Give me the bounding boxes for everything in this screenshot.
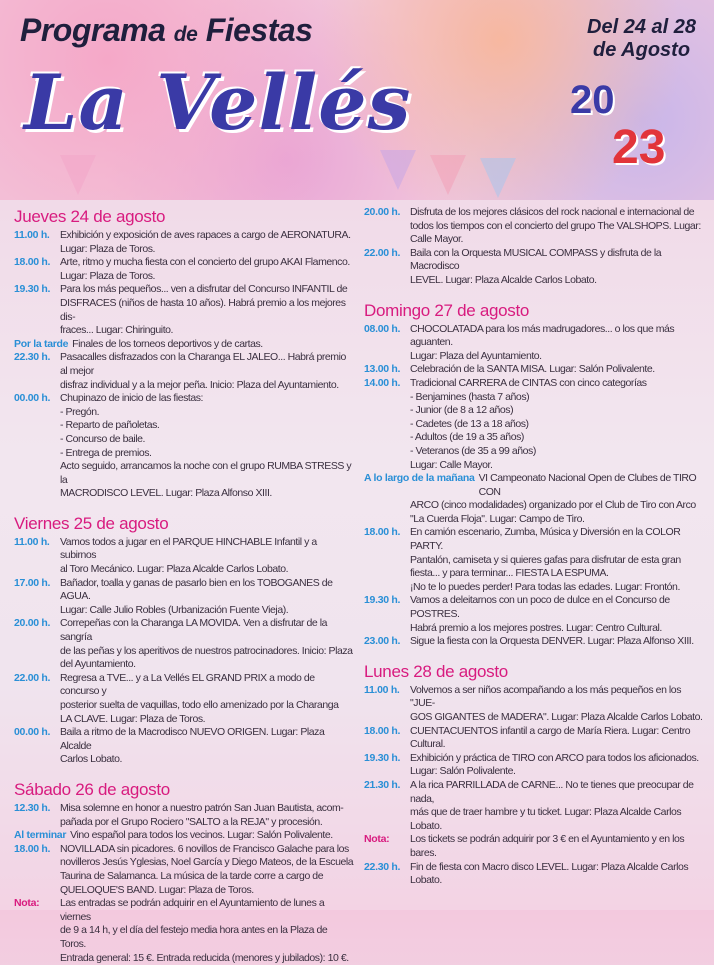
event-time: 13.00 h.: [364, 363, 410, 377]
day-heading: Domingo 27 de agosto: [364, 300, 704, 321]
event-description: [410, 323, 704, 364]
event-line: Arte, ritmo y mucha fiesta con el concierto del grupo AKAI Flamenco.: [60, 256, 354, 270]
section-gap: [14, 501, 354, 513]
schedule-event: [14, 577, 354, 618]
bunting-flag: [60, 155, 96, 195]
schedule-event: [14, 726, 354, 767]
event-description: [60, 802, 354, 829]
event-line: - Entrega de premios.: [60, 447, 354, 461]
event-line: Lugar: Plaza de Toros.: [60, 270, 354, 284]
schedule-event: [364, 779, 704, 833]
event-time: 11.00 h.: [14, 536, 60, 577]
schedule-event: [364, 635, 704, 649]
event-line: Sigue la fiesta con la Orquesta DENVER. Lugar: Plaza Alfonso XIII.: [410, 635, 704, 649]
schedule-event: [364, 206, 704, 247]
event-description: [410, 635, 704, 649]
event-line: Lugar: Calle Mayor.: [410, 459, 704, 473]
event-description: [60, 536, 354, 577]
event-line: de las peñas y los aperitivos de nuestros patrocinadores. Inicio: Plaza: [60, 645, 354, 659]
event-time: 18.00 h.: [14, 256, 60, 283]
event-line: del Ayuntamiento.: [60, 658, 354, 672]
event-line: Finales de los torneos deportivos y de cartas.: [72, 338, 354, 352]
schedule-event: [14, 256, 354, 283]
event-time: Por la tarde: [14, 338, 68, 352]
event-description: [410, 752, 704, 779]
event-time: Al terminar: [14, 829, 66, 843]
event-description: [60, 392, 354, 501]
event-time: 14.00 h.: [364, 377, 410, 472]
event-time: 18.00 h.: [364, 725, 410, 752]
section-gap: [364, 288, 704, 300]
event-line: Pasacalles disfrazados con la Charanga EL JALEO... Habrá premio al mejor: [60, 351, 354, 378]
festival-dates: [587, 16, 696, 62]
event-line: Chupinazo de inicio de las fiestas:: [60, 392, 354, 406]
event-description: [60, 897, 354, 965]
event-line: - Pregón.: [60, 406, 354, 420]
event-line: NOVILLADA sin picadores. 6 novillos de Francisco Galache para los: [60, 843, 354, 857]
title-word: de: [174, 23, 198, 46]
event-description: [410, 684, 704, 725]
event-description: [410, 247, 704, 288]
event-line: Tradicional CARRERA de CINTAS con cinco categorías: [410, 377, 704, 391]
event-time: 12.30 h.: [14, 802, 60, 829]
event-time: 22.30 h.: [364, 861, 410, 888]
event-time: Nota:: [14, 897, 60, 965]
event-line: - Reparto de pañoletas.: [60, 419, 354, 433]
event-time: 18.00 h.: [364, 526, 410, 594]
event-line: Exhibición y práctica de TIRO con ARCO para todos los aficionados.: [410, 752, 704, 766]
event-line: DISFRACES (niños de hasta 10 años). Habrá premio a los mejores dis-: [60, 297, 354, 324]
event-time: 19.30 h.: [364, 752, 410, 779]
section-gap: [364, 649, 704, 661]
event-time: 08.00 h.: [364, 323, 410, 364]
event-description: [410, 861, 704, 888]
event-description: [60, 283, 354, 337]
bunting-flag: [430, 155, 466, 195]
event-line: al Toro Mecánico. Lugar: Plaza Alcalde Carlos Lobato.: [60, 563, 354, 577]
event-time: A lo largo de la mañana: [364, 472, 475, 499]
event-line: Entrada general: 15 €. Entrada reducida (menores y jubilados): 10 €.: [60, 952, 354, 965]
dates-line: Del 24 al 28: [587, 16, 696, 39]
event-description: [410, 363, 704, 377]
event-description: [60, 229, 354, 256]
event-line: GOS GIGANTES de MADERA". Lugar: Plaza Alcalde Carlos Lobato.: [410, 711, 704, 725]
event-line: novilleros Jesús Yglesias, Noel García y Diego Mateos, de la Escuela: [60, 856, 354, 870]
event-line: Carlos Lobato.: [60, 753, 354, 767]
event-description: [60, 577, 354, 618]
event-time: 18.00 h.: [14, 843, 60, 897]
schedule-event: [364, 725, 704, 752]
event-line: Para los más pequeños... ven a disfrutar del Concurso INFANTIL de: [60, 283, 354, 297]
schedule-event: [14, 829, 354, 843]
event-line: todos los tiempos con el concierto del grupo The VALSHOPS. Lugar:: [410, 220, 704, 234]
event-line: Habrá premio a los mejores postres. Lugar: Centro Cultural.: [410, 622, 704, 636]
section-gap: [14, 767, 354, 779]
event-description: [410, 779, 704, 833]
schedule-event: [364, 594, 704, 635]
event-description: [72, 338, 354, 352]
event-line: - Veteranos (de 35 a 99 años): [410, 445, 704, 459]
event-line: Taurina de Salamanca. La música de la tarde corre a cargo de: [60, 870, 354, 884]
schedule-left-column: [14, 206, 354, 965]
event-time: 19.30 h.: [14, 283, 60, 337]
schedule-event: [14, 617, 354, 671]
event-line: LA CLAVE. Lugar: Plaza de Toros.: [60, 713, 354, 727]
event-line: CUENTACUENTOS infantil a cargo de María Riera. Lugar: Centro Cultural.: [410, 725, 704, 752]
event-line: Fin de fiesta con Macro disco LEVEL. Lugar: Plaza Alcalde Carlos Lobato.: [410, 861, 704, 888]
event-line: LEVEL. Lugar: Plaza Alcalde Carlos Lobato.: [410, 274, 704, 288]
day-heading: Viernes 25 de agosto: [14, 513, 354, 534]
event-description: [410, 499, 704, 526]
event-line: Lugar: Salón Polivalente.: [410, 765, 704, 779]
event-description: [410, 526, 704, 594]
event-line: Acto seguido, arrancamos la noche con el grupo RUMBA STRESS y la: [60, 460, 354, 487]
event-line: Correpeñas con la Charanga LA MOVIDA. Ven a disfrutar de la sangría: [60, 617, 354, 644]
schedule-event: [364, 526, 704, 594]
event-description: [70, 829, 354, 843]
event-line: En camión escenario, Zumba, Música y Diversión en la COLOR PARTY.: [410, 526, 704, 553]
event-line: Bañador, toalla y ganas de pasarlo bien en los TOBOGANES de AGUA.: [60, 577, 354, 604]
event-line: disfraz individual y a la mejor peña. Inicio: Plaza del Ayuntamiento.: [60, 379, 354, 393]
event-line: Vino español para todos los vecinos. Lugar: Salón Polivalente.: [70, 829, 354, 843]
schedule-event: [14, 283, 354, 337]
event-description: [479, 472, 704, 499]
event-description: [410, 206, 704, 247]
title-word: Programa: [20, 12, 165, 48]
dates-line: de Agosto: [587, 39, 696, 62]
event-time: 23.00 h.: [364, 635, 410, 649]
schedule-event: [364, 861, 704, 888]
event-line: fraces... Lugar: Chiringuito.: [60, 324, 354, 338]
event-time: Nota:: [364, 833, 410, 860]
day-heading: Lunes 28 de agosto: [364, 661, 704, 682]
event-line: Los tickets se podrán adquirir por 3 € en el Ayuntamiento y en los bares.: [410, 833, 704, 860]
event-line: pañada por el Grupo Rociero "SALTO a la REJA" y procesión.: [60, 816, 354, 830]
schedule-event: [14, 392, 354, 501]
schedule-event: [364, 363, 704, 377]
day-heading: Sábado 26 de agosto: [14, 779, 354, 800]
poster-header: [0, 0, 714, 200]
bunting-flag: [380, 150, 416, 190]
schedule-event: [364, 499, 704, 526]
event-line: ¡No te lo puedes perder! Para todas las edades. Lugar: Frontón.: [410, 581, 704, 595]
event-description: [60, 256, 354, 283]
event-line: VI Campeonato Nacional Open de Clubes de TIRO CON: [479, 472, 704, 499]
event-line: - Cadetes (de 13 a 18 años): [410, 418, 704, 432]
event-description: [410, 594, 704, 635]
schedule-event: [364, 684, 704, 725]
event-line: Vamos a deleitarnos con un poco de dulce en el Concurso de POSTRES.: [410, 594, 704, 621]
event-line: MACRODISCO LEVEL. Lugar: Plaza Alfonso XIII.: [60, 487, 354, 501]
event-line: Lugar: Plaza del Ayuntamiento.: [410, 350, 704, 364]
event-time: 20.00 h.: [364, 206, 410, 247]
event-line: Lugar: Plaza de Toros.: [60, 243, 354, 257]
schedule-right-column: [364, 206, 704, 888]
event-time: 22.00 h.: [364, 247, 410, 288]
event-line: más que de traer hambre y tu ticket. Lugar: Plaza Alcalde Carlos Lobato.: [410, 806, 704, 833]
event-time: 00.00 h.: [14, 726, 60, 767]
event-description: [410, 833, 704, 860]
event-line: Volvemos a ser niños acompañando a los más pequeños en los "JUE-: [410, 684, 704, 711]
event-time: 11.00 h.: [14, 229, 60, 256]
event-line: - Benjamines (hasta 7 años): [410, 391, 704, 405]
event-line: - Adultos (de 19 a 35 años): [410, 431, 704, 445]
event-time: 17.00 h.: [14, 577, 60, 618]
poster-title: [20, 12, 312, 49]
event-line: Misa solemne en honor a nuestro patrón San Juan Bautista, acom-: [60, 802, 354, 816]
event-line: Vamos todos a jugar en el PARQUE HINCHABLE Infantil y a subirnos: [60, 536, 354, 563]
town-name: La Vellés: [24, 58, 411, 148]
schedule-event: [364, 833, 704, 860]
event-line: CHOCOLATADA para los más madrugadores... o los que más aguanten.: [410, 323, 704, 350]
event-time: 22.30 h.: [14, 351, 60, 392]
schedule-event: [14, 843, 354, 897]
event-description: [410, 377, 704, 472]
event-description: [60, 351, 354, 392]
event-line: ARCO (cinco modalidades) organizado por el Club de Tiro con Arco: [410, 499, 704, 513]
event-time: 20.00 h.: [14, 617, 60, 671]
schedule-event: [364, 247, 704, 288]
event-line: Regresa a TVE... y a La Vellés EL GRAND PRIX a modo de concurso y: [60, 672, 354, 699]
bunting-flag: [480, 158, 516, 198]
schedule-event: [364, 752, 704, 779]
year-part-1: 20: [570, 78, 615, 122]
event-time: 21.30 h.: [364, 779, 410, 833]
event-line: Las entradas se podrán adquirir en el Ayuntamiento de lunes a viernes: [60, 897, 354, 924]
event-line: fiesta... y para terminar... FIESTA LA ESPUMA.: [410, 567, 704, 581]
schedule-event: [14, 351, 354, 392]
event-time: 19.30 h.: [364, 594, 410, 635]
schedule-event: [364, 377, 704, 472]
schedule-event: [364, 472, 704, 499]
event-description: [60, 672, 354, 726]
event-line: posterior suelta de vaquillas, todo ello amenizado por la Charanga: [60, 699, 354, 713]
event-line: A la rica PARRILLADA de CARNE... No te tienes que preocupar de nada,: [410, 779, 704, 806]
event-line: Disfruta de los mejores clásicos del rock nacional e internacional de: [410, 206, 704, 220]
year-part-2: 23: [612, 122, 665, 174]
event-line: Baila a ritmo de la Macrodisco NUEVO ORIGEN. Lugar: Plaza Alcalde: [60, 726, 354, 753]
event-line: "La Cuerda Floja". Lugar: Campo de Tiro.: [410, 513, 704, 527]
event-line: Exhibición y exposición de aves rapaces a cargo de AERONATURA.: [60, 229, 354, 243]
event-line: de 9 a 14 h, y el día del festejo media hora antes en la Plaza de Toros.: [60, 924, 354, 951]
event-description: [60, 843, 354, 897]
schedule-event: [14, 229, 354, 256]
event-description: [60, 617, 354, 671]
event-description: [60, 726, 354, 767]
title-word: Fiestas: [206, 12, 313, 48]
day-heading: Jueves 24 de agosto: [14, 206, 354, 227]
event-time: 11.00 h.: [364, 684, 410, 725]
event-line: - Junior (de 8 a 12 años): [410, 404, 704, 418]
event-line: Pantalón, camiseta y si quieres gafas para disfrutar de esta gran: [410, 554, 704, 568]
event-line: Lugar: Calle Julio Robles (Urbanización Fuente Vieja).: [60, 604, 354, 618]
schedule-event: [14, 897, 354, 965]
event-line: Baila con la Orquesta MUSICAL COMPASS y disfruta de la Macrodisco: [410, 247, 704, 274]
schedule-event: [14, 338, 354, 352]
event-line: - Concurso de baile.: [60, 433, 354, 447]
event-time: 22.00 h.: [14, 672, 60, 726]
schedule-event: [14, 802, 354, 829]
event-time: 00.00 h.: [14, 392, 60, 501]
schedule-event: [364, 323, 704, 364]
schedule-event: [14, 672, 354, 726]
event-line: Celebración de la SANTA MISA. Lugar: Salón Polivalente.: [410, 363, 704, 377]
schedule-event: [14, 536, 354, 577]
event-line: QUELOQUE'S BAND. Lugar: Plaza de Toros.: [60, 884, 354, 898]
event-time: [364, 499, 410, 526]
event-line: Calle Mayor.: [410, 233, 704, 247]
event-description: [410, 725, 704, 752]
